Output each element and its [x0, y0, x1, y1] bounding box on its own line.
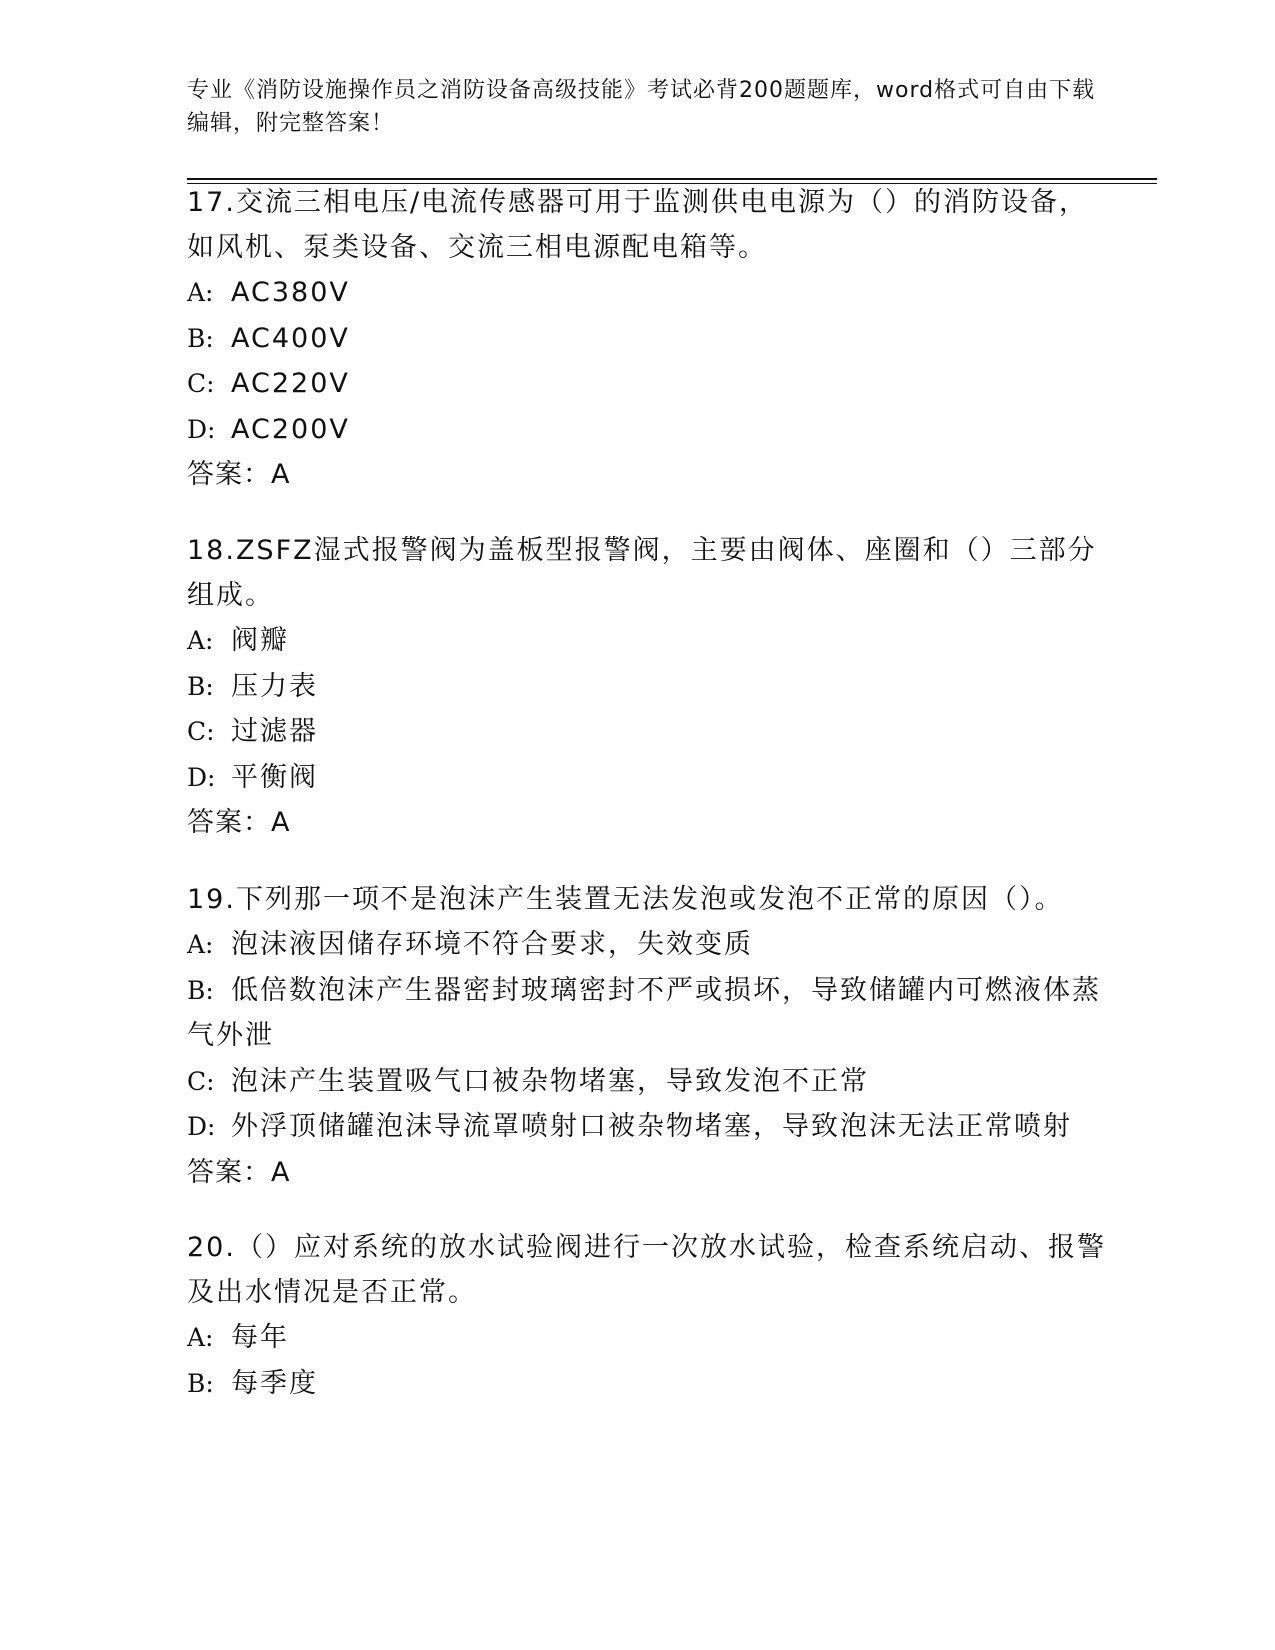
option-letter: C:	[187, 369, 215, 398]
option-text: 阀瓣	[231, 625, 289, 656]
option-d	[187, 1104, 1107, 1150]
option-text: 泡沫产生装置吸气口被杂物堵塞，导致发泡不正常	[231, 1065, 869, 1097]
option-letter: B:	[187, 323, 214, 353]
option-d	[187, 407, 1107, 453]
option-text: 过滤器	[231, 716, 318, 747]
answer-line: 答案：A	[187, 807, 291, 838]
option-letter: B:	[187, 671, 214, 701]
option-b	[187, 664, 1107, 710]
option-text: 泡沫液因储存环境不符合要求，失效变质	[231, 929, 753, 960]
option-c	[187, 361, 1107, 407]
option-letter: D:	[187, 762, 216, 792]
answer-line: 答案：A	[187, 459, 291, 490]
option-text: 低倍数泡沫产生器密封玻璃密封不严或损坏，导致储罐内可燃液体蒸气外泄	[187, 974, 1101, 1051]
question-18	[187, 528, 1107, 846]
option-b	[187, 316, 1107, 362]
option-text: 外浮顶储罐泡沫导流罩喷射口被杂物堵塞，导致泡沫无法正常喷射	[231, 1111, 1072, 1142]
option-letter: D:	[187, 1112, 216, 1141]
option-letter: B:	[187, 1368, 214, 1398]
option-letter: A:	[187, 1323, 214, 1352]
option-a	[187, 270, 1107, 316]
option-text: 压力表	[231, 670, 318, 702]
question-19	[187, 877, 1107, 1196]
question-17	[187, 180, 1107, 498]
question-stem: 17.交流三相电压/电流传感器可用于监测供电电源为（）的消防设备，如风机、泵类设备、交流三相电源配电箱等。	[187, 187, 1089, 263]
option-text: AC220V	[231, 368, 350, 399]
option-text: 每年	[231, 1322, 289, 1353]
question-20	[187, 1225, 1107, 1406]
option-d	[187, 755, 1107, 801]
option-letter: C:	[187, 717, 215, 746]
question-stem: 19.下列那一项不是泡沫产生装置无法发泡或发泡不正常的原因（）。	[187, 884, 1064, 915]
option-text: AC400V	[231, 322, 350, 354]
answer-line: 答案：A	[187, 1156, 291, 1188]
option-letter: A:	[187, 930, 214, 959]
option-text: 每季度	[231, 1367, 318, 1399]
option-text: AC200V	[231, 413, 350, 445]
option-letter: D:	[187, 414, 216, 444]
option-b	[187, 1361, 1107, 1407]
option-a	[187, 922, 1107, 968]
option-a	[187, 1315, 1107, 1361]
option-text: 平衡阀	[231, 761, 318, 793]
option-text: AC380V	[231, 277, 350, 308]
option-a	[187, 618, 1107, 664]
option-c	[187, 1059, 1107, 1105]
option-letter: B:	[187, 975, 214, 1005]
option-b	[187, 968, 1107, 1059]
document-header: 专业《消防设施操作员之消防设备高级技能》考试必背200题题库，word格式可自由下载编辑，附完整答案！	[187, 78, 1096, 136]
question-stem: 20.（）应对系统的放水试验阀进行一次放水试验，检查系统启动、报警及出水情况是否正常。	[187, 1232, 1106, 1308]
question-stem: 18.ZSFZ湿式报警阀为盖板型报警阀，主要由阀体、座圈和（）三部分组成。	[187, 535, 1097, 611]
option-c	[187, 709, 1107, 755]
option-letter: A:	[187, 278, 214, 307]
option-letter: A:	[187, 626, 214, 655]
option-letter: C:	[187, 1066, 215, 1096]
